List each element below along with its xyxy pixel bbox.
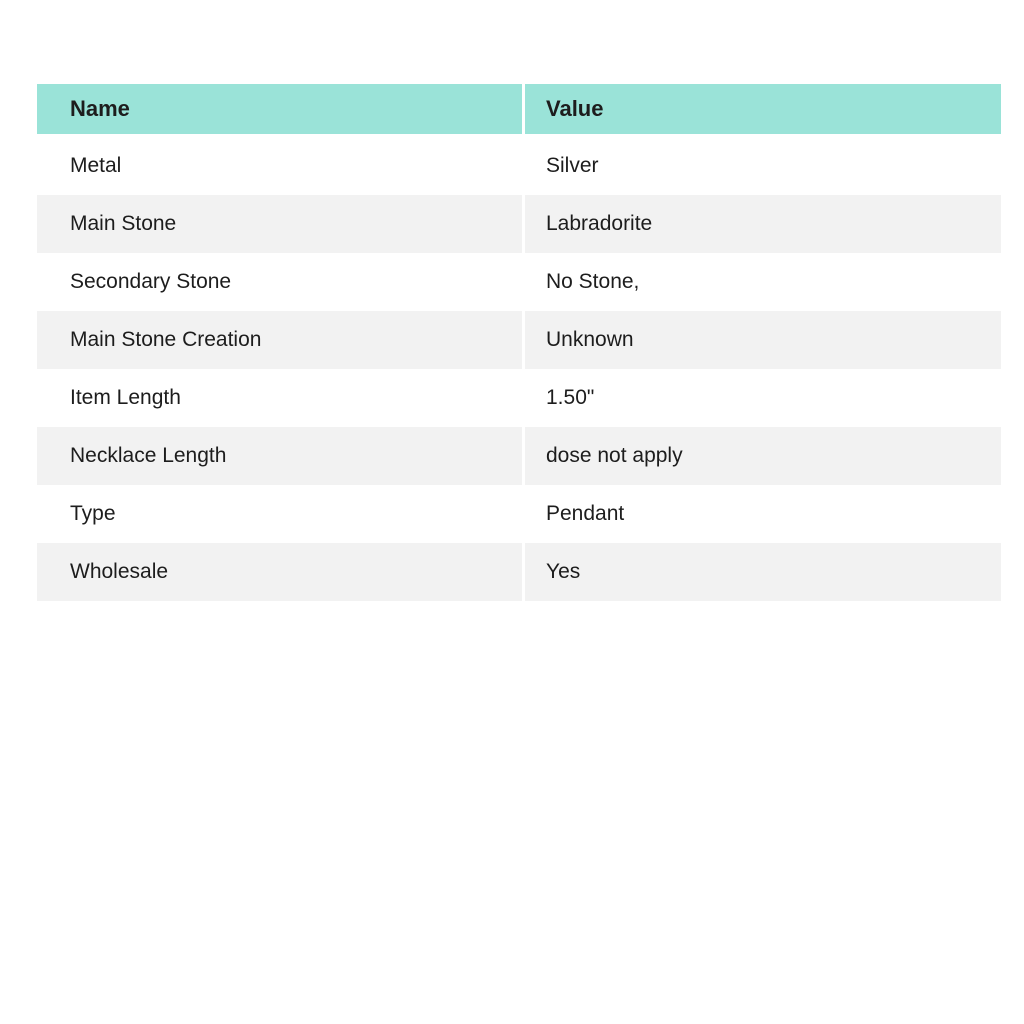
cell-attribute-value: No Stone, <box>546 270 640 293</box>
table-row <box>37 427 1001 485</box>
column-header-value: Value <box>546 96 604 121</box>
cell-attribute-value: 1.50" <box>546 386 595 409</box>
table-row <box>37 253 1001 311</box>
table-row <box>37 137 1001 195</box>
cell-attribute-name: Wholesale <box>37 543 525 601</box>
cell-attribute-value: dose not apply <box>546 444 683 467</box>
table-row <box>37 485 1001 543</box>
table-row <box>37 311 1001 369</box>
table-body <box>37 137 1001 601</box>
column-header-name: Name <box>37 84 525 134</box>
cell-attribute-name: Main Stone <box>37 195 525 253</box>
table-row <box>37 543 1001 601</box>
cell-attribute-name: Type <box>37 485 525 543</box>
cell-attribute-name: Necklace Length <box>37 427 525 485</box>
cell-attribute-value: Silver <box>546 154 599 177</box>
cell-attribute-value: Pendant <box>546 502 625 525</box>
product-attributes-table <box>37 84 1001 601</box>
cell-attribute-name: Item Length <box>37 369 525 427</box>
cell-attribute-name: Metal <box>37 137 525 195</box>
cell-attribute-name: Main Stone Creation <box>37 311 525 369</box>
cell-attribute-name: Secondary Stone <box>37 253 525 311</box>
cell-attribute-value: Yes <box>546 560 581 583</box>
cell-attribute-value: Labradorite <box>546 212 653 235</box>
cell-attribute-value: Unknown <box>546 328 634 351</box>
table-row <box>37 195 1001 253</box>
table-row <box>37 369 1001 427</box>
table-header-row <box>37 84 1001 134</box>
